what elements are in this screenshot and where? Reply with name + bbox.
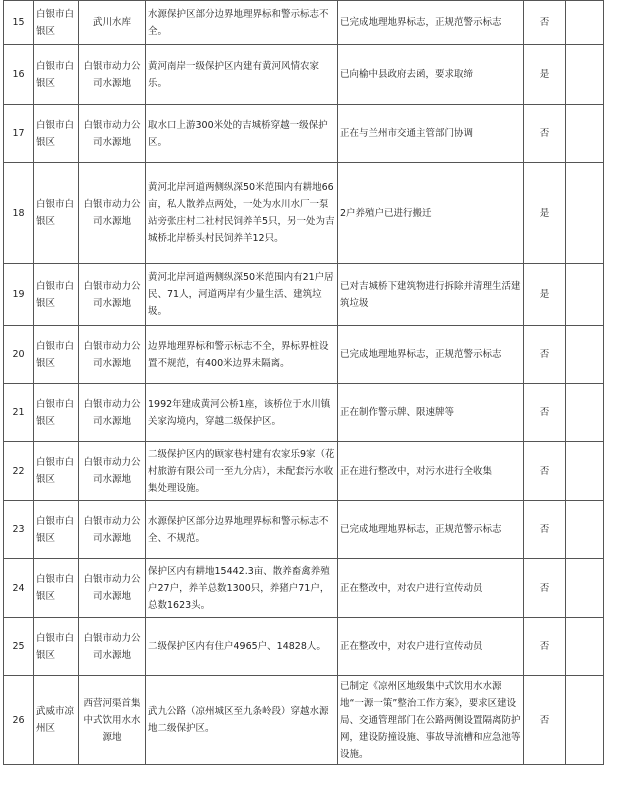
- row-number: 15: [4, 1, 34, 45]
- row-completed-flag: 否: [524, 105, 566, 163]
- row-region: 白银市白银区: [34, 559, 79, 618]
- row-water-source: 白银市动力公司水源地: [79, 326, 146, 384]
- row-progress: 正在进行整改中，对污水进行全收集: [338, 442, 524, 501]
- row-region: 白银市白银区: [34, 384, 79, 442]
- row-blank-cell: [566, 163, 604, 264]
- row-completed-flag: 否: [524, 1, 566, 45]
- row-completed-flag: 否: [524, 676, 566, 765]
- table-row: [4, 45, 604, 105]
- row-blank-cell: [566, 442, 604, 501]
- row-number: 19: [4, 264, 34, 326]
- row-water-source: 西营河渠首集中式饮用水水源地: [79, 676, 146, 765]
- row-completed-flag: 是: [524, 163, 566, 264]
- table-row: [4, 163, 604, 264]
- row-completed-flag: 否: [524, 384, 566, 442]
- row-number: 20: [4, 326, 34, 384]
- table-row: [4, 264, 604, 326]
- row-water-source: 白银市动力公司水源地: [79, 559, 146, 618]
- row-region: 白银市白银区: [34, 1, 79, 45]
- row-water-source: 白银市动力公司水源地: [79, 384, 146, 442]
- row-completed-flag: 否: [524, 559, 566, 618]
- row-completed-flag: 否: [524, 501, 566, 559]
- row-region: 白银市白银区: [34, 618, 79, 676]
- row-progress: 正在制作警示牌、限速牌等: [338, 384, 524, 442]
- row-issue: 边界地理界标和警示标志不全，界标界桩设置不规范，有400米边界未隔离。: [146, 326, 338, 384]
- row-issue: 1992年建成黄河公桥1座，该桥位于水川镇关家沟境内，穿越二级保护区。: [146, 384, 338, 442]
- row-region: 白银市白银区: [34, 264, 79, 326]
- row-completed-flag: 是: [524, 45, 566, 105]
- table-row: [4, 326, 604, 384]
- row-water-source: 白银市动力公司水源地: [79, 264, 146, 326]
- row-issue: 黄河北岸河道两侧纵深50米范围内有耕地66亩，私人散养点两处，一处为水川水厂一泵站旁张庄村二社村民饲养羊5只，另一处为吉城桥北岸桥头村民饲养羊12只。: [146, 163, 338, 264]
- row-completed-flag: 否: [524, 442, 566, 501]
- row-region: 白银市白银区: [34, 501, 79, 559]
- row-progress: 已完成地理地界标志，正规范警示标志: [338, 1, 524, 45]
- row-blank-cell: [566, 618, 604, 676]
- row-number: 21: [4, 384, 34, 442]
- row-progress: 正在与兰州市交通主管部门协调: [338, 105, 524, 163]
- row-blank-cell: [566, 676, 604, 765]
- row-progress: 已完成地理地界标志，正规范警示标志: [338, 501, 524, 559]
- row-blank-cell: [566, 264, 604, 326]
- row-blank-cell: [566, 559, 604, 618]
- row-issue: 水源保护区部分边界地理界标和警示标志不全。: [146, 1, 338, 45]
- row-blank-cell: [566, 1, 604, 45]
- row-progress: 已制定《凉州区地级集中式饮用水水源地“一源一策”整治工作方案》，要求区建设局、交通管理部门在公路两侧设置隔离防护网，建设防撞设施、事故导流槽和应急池等设施。: [338, 676, 524, 765]
- rectification-table: [3, 0, 604, 765]
- row-water-source: 白银市动力公司水源地: [79, 105, 146, 163]
- row-number: 24: [4, 559, 34, 618]
- row-blank-cell: [566, 501, 604, 559]
- row-progress: 2户养殖户已进行搬迁: [338, 163, 524, 264]
- row-issue: 保护区内有耕地15442.3亩、散养畜禽养殖户27户，养羊总数1300只，养猪户71户，总数1623头。: [146, 559, 338, 618]
- row-blank-cell: [566, 326, 604, 384]
- row-number: 16: [4, 45, 34, 105]
- row-number: 22: [4, 442, 34, 501]
- row-number: 18: [4, 163, 34, 264]
- row-water-source: 白银市动力公司水源地: [79, 442, 146, 501]
- row-issue: 黄河北岸河道两侧纵深50米范围内有21户居民、71人，河道两岸有少量生活、建筑垃圾。: [146, 264, 338, 326]
- row-progress: 已完成地理地界标志，正规范警示标志: [338, 326, 524, 384]
- row-blank-cell: [566, 105, 604, 163]
- row-issue: 水源保护区部分边界地理界标和警示标志不全、不规范。: [146, 501, 338, 559]
- table-row: [4, 501, 604, 559]
- row-region: 白银市白银区: [34, 326, 79, 384]
- row-number: 25: [4, 618, 34, 676]
- row-issue: 取水口上游300米处的吉城桥穿越一级保护区。: [146, 105, 338, 163]
- row-issue: 黄河南岸一级保护区内建有黄河风情农家乐。: [146, 45, 338, 105]
- row-water-source: 白银市动力公司水源地: [79, 163, 146, 264]
- table-row: [4, 442, 604, 501]
- row-progress: 正在整改中，对农户进行宣传动员: [338, 559, 524, 618]
- row-region: 白银市白银区: [34, 442, 79, 501]
- row-region: 武威市凉州区: [34, 676, 79, 765]
- row-water-source: 白银市动力公司水源地: [79, 501, 146, 559]
- row-region: 白银市白银区: [34, 105, 79, 163]
- row-progress: 正在整改中，对农户进行宣传动员: [338, 618, 524, 676]
- row-water-source: 武川水库: [79, 1, 146, 45]
- table-row: [4, 559, 604, 618]
- row-progress: 已对吉城桥下建筑物进行拆除并清理生活建筑垃圾: [338, 264, 524, 326]
- row-completed-flag: 否: [524, 326, 566, 384]
- row-number: 17: [4, 105, 34, 163]
- row-region: 白银市白银区: [34, 163, 79, 264]
- row-issue: 武九公路（凉州城区至九条岭段）穿越水源地二级保护区。: [146, 676, 338, 765]
- table-row: [4, 1, 604, 45]
- row-issue: 二级保护区内的顾家巷村建有农家乐9家（花村旅游有限公司一至九分店），未配套污水收集处理设施。: [146, 442, 338, 501]
- row-number: 23: [4, 501, 34, 559]
- row-completed-flag: 否: [524, 618, 566, 676]
- row-number: 26: [4, 676, 34, 765]
- row-issue: 二级保护区内有住户4965户、14828人。: [146, 618, 338, 676]
- table-row: [4, 676, 604, 765]
- row-completed-flag: 是: [524, 264, 566, 326]
- row-water-source: 白银市动力公司水源地: [79, 618, 146, 676]
- row-blank-cell: [566, 45, 604, 105]
- row-progress: 已向榆中县政府去函，要求取缔: [338, 45, 524, 105]
- table-row: [4, 618, 604, 676]
- row-blank-cell: [566, 384, 604, 442]
- table-row: [4, 105, 604, 163]
- table-row: [4, 384, 604, 442]
- row-water-source: 白银市动力公司水源地: [79, 45, 146, 105]
- row-region: 白银市白银区: [34, 45, 79, 105]
